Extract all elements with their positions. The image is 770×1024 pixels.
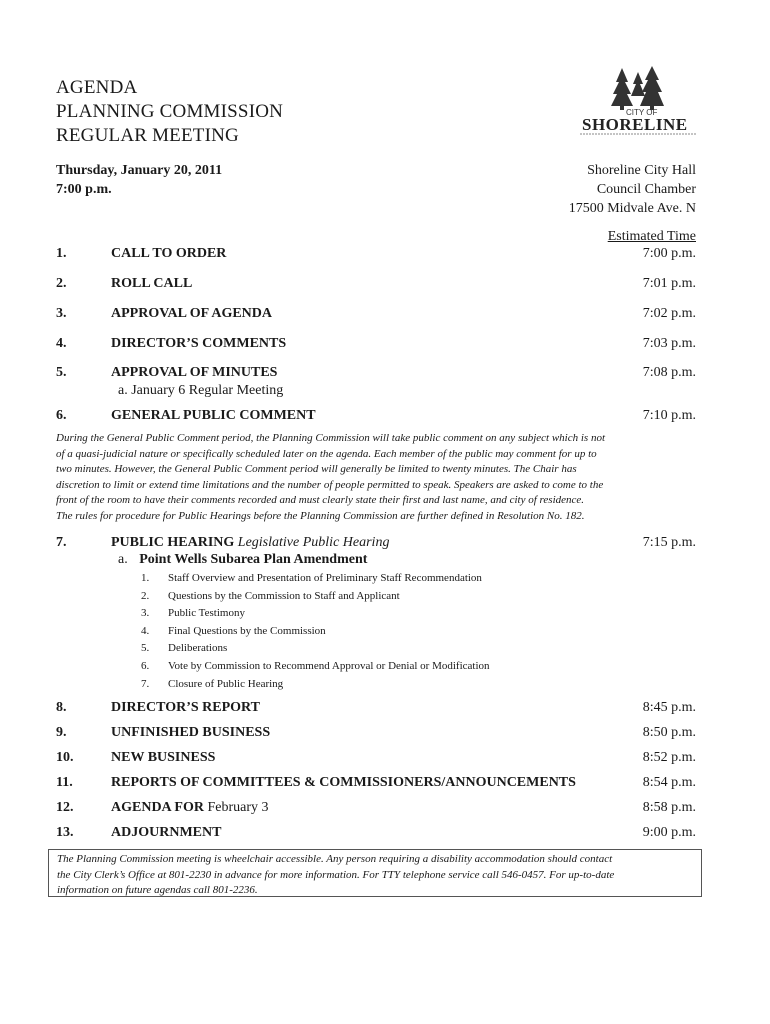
item-number: 10. xyxy=(56,750,74,765)
city-logo xyxy=(578,66,698,136)
item-label xyxy=(111,533,389,553)
agenda-item xyxy=(56,723,696,743)
item-label: APPROVAL OF MINUTES xyxy=(111,365,278,380)
note-line: front of the room to have their comments recorded and must clearly state their first and last name, and city of residence. xyxy=(56,494,585,506)
item-time: 8:54 p.m. xyxy=(642,775,696,790)
meeting-date: Thursday, January 20, 2011 xyxy=(56,163,223,178)
public-comment-note xyxy=(56,431,696,524)
footer-line: The Planning Commission meeting is wheelchair accessible. Any person requiring a disability accommodation should contact xyxy=(57,853,613,865)
item-number: 3. xyxy=(56,306,67,321)
title-line: AGENDA xyxy=(56,77,138,98)
agenda-item xyxy=(56,823,696,843)
agenda-item xyxy=(56,533,696,553)
location-line: 17500 Midvale Ave. N xyxy=(568,201,696,216)
agenda-item xyxy=(56,244,696,264)
item-number: 5. xyxy=(56,365,67,380)
accessibility-note xyxy=(48,849,702,897)
agenda-item xyxy=(56,773,696,793)
meeting-location xyxy=(569,161,696,218)
item-time: 8:50 p.m. xyxy=(642,725,696,740)
step-number: 5. xyxy=(141,642,150,655)
item-label: REPORTS OF COMMITTEES & COMMISSIONERS/ANNOUNCEMENTS xyxy=(111,775,576,790)
item-time: 8:58 p.m. xyxy=(642,800,696,815)
note-line: two minutes. However, the General Public Comment period will generally be limited to twenty minutes. The Chair has xyxy=(56,463,577,475)
footer-line: information on future agendas call 801-2236. xyxy=(57,884,258,896)
meeting-date-time xyxy=(56,161,222,199)
step-number: 6. xyxy=(141,659,150,672)
item-time: 7:01 p.m. xyxy=(642,276,696,291)
logo-line1: CITY OF xyxy=(626,108,658,117)
item-label: NEW BUSINESS xyxy=(111,750,216,765)
trees-icon xyxy=(578,66,698,136)
item-label xyxy=(111,798,269,818)
item-number: 1. xyxy=(56,246,67,261)
item-label: CALL TO ORDER xyxy=(111,246,227,261)
item-label: ROLL CALL xyxy=(111,276,193,291)
estimated-time-label: Estimated Time xyxy=(607,229,696,244)
agenda-item xyxy=(56,274,696,294)
item-number: 9. xyxy=(56,725,67,740)
item-time: 8:52 p.m. xyxy=(642,750,696,765)
item-label: UNFINISHED BUSINESS xyxy=(111,725,271,740)
item-label: ADJOURNMENT xyxy=(111,825,222,840)
step-text: Vote by Commission to Recommend Approval or Denial or Modification xyxy=(168,659,490,672)
agenda-item xyxy=(56,304,696,324)
agenda-item xyxy=(56,748,696,768)
note-line: The rules for procedure for Public Hearings before the Planning Commission are further defined in Resolution No. 182. xyxy=(56,509,585,522)
item-label: DIRECTOR’S COMMENTS xyxy=(111,336,287,351)
note-line: discretion to limit or extend time limitations and the number of people permitted to speak. Speakers are asked to come to the xyxy=(56,478,604,491)
item-number: 13. xyxy=(56,825,74,840)
item-label: APPROVAL OF AGENDA xyxy=(111,306,273,321)
item-time: 7:00 p.m. xyxy=(642,246,696,261)
location-line: Council Chamber xyxy=(596,182,696,197)
step-text: Closure of Public Hearing xyxy=(168,677,284,690)
step-text: Final Questions by the Commission xyxy=(168,624,326,637)
title-line: REGULAR MEETING xyxy=(56,125,239,146)
note-line: of a quasi-judicial nature or specifically scheduled later on the agenda. Each member of the public may comment for up to xyxy=(56,447,597,460)
agenda-item xyxy=(56,363,696,383)
step-text: Questions by the Commission to Staff and Applicant xyxy=(168,589,400,602)
item-time: 7:02 p.m. xyxy=(642,306,696,321)
step-number: 7. xyxy=(141,677,150,690)
step-text: Public Testimony xyxy=(168,607,245,620)
item-time: 7:03 p.m. xyxy=(642,336,696,351)
item-time: 9:00 p.m. xyxy=(642,825,696,840)
item-number: 12. xyxy=(56,800,74,815)
step-number: 2. xyxy=(141,589,150,602)
item-number: 6. xyxy=(56,408,67,423)
item-label-suffix: Legislative Public Hearing xyxy=(237,535,390,550)
location-line: Shoreline City Hall xyxy=(587,163,696,178)
footer-line: the City Clerk’s Office at 801-2230 in advance for more information. For TTY telephone service call 546-0457. For up-to-date xyxy=(57,868,615,881)
hearing-title: Point Wells Subarea Plan Amendment xyxy=(139,552,368,567)
step-number: 1. xyxy=(141,572,150,584)
note-line: During the General Public Comment period, the Planning Commission will take public comment on any subject which is not xyxy=(56,432,606,444)
agenda-item xyxy=(56,334,696,354)
agenda-item xyxy=(56,798,696,818)
item-label: DIRECTOR’S REPORT xyxy=(111,700,260,715)
item-time: 8:45 p.m. xyxy=(642,700,696,715)
agenda-item xyxy=(56,406,696,426)
item-time: 7:08 p.m. xyxy=(642,365,696,380)
step-text: Staff Overview and Presentation of Preliminary Staff Recommendation xyxy=(168,572,482,584)
hearing-letter: a. xyxy=(118,552,128,567)
title-line: PLANNING COMMISSION xyxy=(56,101,284,122)
minutes-subitem: a. January 6 Regular Meeting xyxy=(118,383,284,398)
item-label-main: AGENDA FOR xyxy=(111,800,204,815)
agenda-item xyxy=(56,698,696,718)
meeting-time: 7:00 p.m. xyxy=(56,182,112,197)
item-number: 4. xyxy=(56,336,67,351)
item-number: 7. xyxy=(56,535,67,550)
item-number: 2. xyxy=(56,276,67,291)
step-text: Deliberations xyxy=(168,642,228,655)
item-time: 7:10 p.m. xyxy=(642,408,696,423)
item-number: 8. xyxy=(56,700,67,715)
step-number: 3. xyxy=(141,607,150,620)
logo-line2: SHORELINE xyxy=(582,115,688,134)
item-label-main: PUBLIC HEARING xyxy=(111,535,235,550)
item-label: GENERAL PUBLIC COMMENT xyxy=(111,408,316,423)
item-label-suffix: February 3 xyxy=(207,800,269,815)
item-time: 7:15 p.m. xyxy=(642,535,696,550)
agenda-title xyxy=(56,76,283,148)
step-number: 4. xyxy=(141,624,150,637)
item-number: 11. xyxy=(56,775,73,790)
hearing-subitem xyxy=(118,551,367,569)
